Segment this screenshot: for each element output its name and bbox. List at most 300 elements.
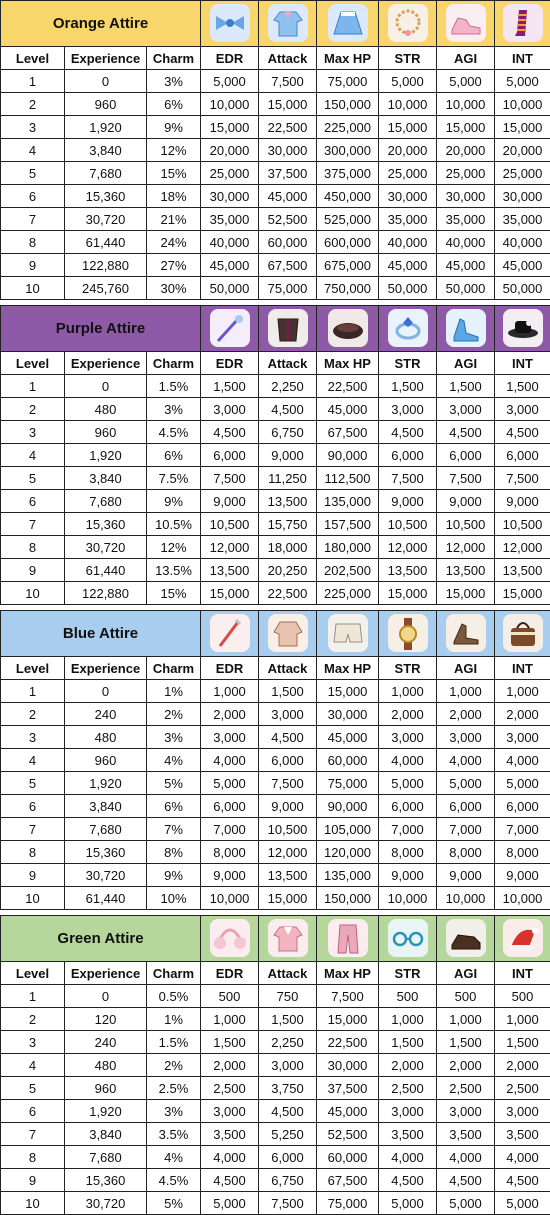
table-row <box>1 490 550 513</box>
cell-edr: 6,000 <box>201 795 259 818</box>
column-header-max-hp: Max HP <box>317 352 379 375</box>
item-icon-cell <box>379 611 437 657</box>
cell-experience: 3,840 <box>65 467 147 490</box>
cell-agi: 50,000 <box>437 277 495 300</box>
cell-max-hp: 67,500 <box>317 421 379 444</box>
cell-attack: 5,250 <box>259 1123 317 1146</box>
bow-ribbon-icon <box>210 4 250 42</box>
cell-int: 5,000 <box>495 1192 550 1215</box>
cell-agi: 15,000 <box>437 582 495 605</box>
cell-charm: 3% <box>147 726 201 749</box>
item-icon-cell <box>437 1 495 47</box>
cell-charm: 3% <box>147 398 201 421</box>
cell-agi: 8,000 <box>437 841 495 864</box>
cell-level: 6 <box>1 795 65 818</box>
cell-experience: 120 <box>65 1008 147 1031</box>
cell-charm: 18% <box>147 185 201 208</box>
cell-max-hp: 225,000 <box>317 582 379 605</box>
cell-agi: 4,500 <box>437 421 495 444</box>
column-header-level: Level <box>1 352 65 375</box>
cell-str: 15,000 <box>379 116 437 139</box>
cell-edr: 5,000 <box>201 70 259 93</box>
cell-level: 1 <box>1 70 65 93</box>
table-row <box>1 703 550 726</box>
cell-experience: 1,920 <box>65 772 147 795</box>
table-row <box>1 1054 550 1077</box>
cell-int: 20,000 <box>495 139 550 162</box>
cell-int: 15,000 <box>495 116 550 139</box>
cell-int: 4,500 <box>495 421 550 444</box>
cell-agi: 2,500 <box>437 1077 495 1100</box>
cell-attack: 2,250 <box>259 1031 317 1054</box>
cell-charm: 7.5% <box>147 467 201 490</box>
pen-wand-icon <box>210 614 250 652</box>
cell-agi: 9,000 <box>437 864 495 887</box>
cell-attack: 20,250 <box>259 559 317 582</box>
cell-attack: 6,000 <box>259 749 317 772</box>
cell-str: 5,000 <box>379 70 437 93</box>
cell-int: 1,000 <box>495 680 550 703</box>
cell-int: 3,000 <box>495 398 550 421</box>
cell-attack: 13,500 <box>259 864 317 887</box>
cell-agi: 500 <box>437 985 495 1008</box>
cell-int: 9,000 <box>495 864 550 887</box>
cell-level: 1 <box>1 375 65 398</box>
cell-charm: 30% <box>147 277 201 300</box>
cell-edr: 7,500 <box>201 467 259 490</box>
cell-agi: 30,000 <box>437 185 495 208</box>
cell-max-hp: 30,000 <box>317 1054 379 1077</box>
cell-edr: 45,000 <box>201 254 259 277</box>
cell-int: 10,000 <box>495 93 550 116</box>
column-header-int: INT <box>495 352 550 375</box>
cell-edr: 500 <box>201 985 259 1008</box>
cell-edr: 7,000 <box>201 818 259 841</box>
cell-max-hp: 60,000 <box>317 1146 379 1169</box>
cell-charm: 4% <box>147 749 201 772</box>
cell-experience: 960 <box>65 93 147 116</box>
table-row <box>1 375 550 398</box>
cell-edr: 15,000 <box>201 582 259 605</box>
table-row <box>1 772 550 795</box>
cell-int: 7,500 <box>495 467 550 490</box>
cell-charm: 7% <box>147 818 201 841</box>
cell-edr: 4,000 <box>201 749 259 772</box>
cell-level: 5 <box>1 1077 65 1100</box>
cell-str: 4,000 <box>379 1146 437 1169</box>
cell-level: 7 <box>1 1123 65 1146</box>
cell-agi: 5,000 <box>437 70 495 93</box>
cell-attack: 11,250 <box>259 467 317 490</box>
cell-experience: 15,360 <box>65 513 147 536</box>
cell-str: 4,000 <box>379 749 437 772</box>
cell-edr: 12,000 <box>201 536 259 559</box>
item-icon-cell <box>379 916 437 962</box>
cell-charm: 1% <box>147 1008 201 1031</box>
cell-int: 45,000 <box>495 254 550 277</box>
cell-attack: 3,750 <box>259 1077 317 1100</box>
cell-int: 8,000 <box>495 841 550 864</box>
cell-max-hp: 112,500 <box>317 467 379 490</box>
cell-max-hp: 22,500 <box>317 375 379 398</box>
cell-edr: 9,000 <box>201 490 259 513</box>
cell-agi: 6,000 <box>437 795 495 818</box>
cell-experience: 122,880 <box>65 254 147 277</box>
cell-int: 5,000 <box>495 70 550 93</box>
cell-edr: 8,000 <box>201 841 259 864</box>
item-icon-cell <box>495 306 550 352</box>
item-icon-cell <box>317 916 379 962</box>
cell-edr: 15,000 <box>201 116 259 139</box>
cell-edr: 50,000 <box>201 277 259 300</box>
column-header-attack: Attack <box>259 962 317 985</box>
cell-agi: 9,000 <box>437 490 495 513</box>
orange-attire-section <box>0 0 550 300</box>
cell-edr: 5,000 <box>201 772 259 795</box>
cell-str: 1,500 <box>379 1031 437 1054</box>
cell-experience: 30,720 <box>65 1192 147 1215</box>
cell-agi: 7,500 <box>437 467 495 490</box>
cell-agi: 10,000 <box>437 93 495 116</box>
column-header-str: STR <box>379 657 437 680</box>
cell-level: 3 <box>1 1031 65 1054</box>
cell-edr: 1,500 <box>201 375 259 398</box>
cell-level: 4 <box>1 444 65 467</box>
cell-str: 500 <box>379 985 437 1008</box>
cell-experience: 1,920 <box>65 444 147 467</box>
cell-edr: 40,000 <box>201 231 259 254</box>
cell-max-hp: 600,000 <box>317 231 379 254</box>
column-header-str: STR <box>379 47 437 70</box>
cell-max-hp: 52,500 <box>317 1123 379 1146</box>
magic-wand-icon <box>210 309 250 347</box>
item-icon-cell <box>495 916 550 962</box>
cell-int: 35,000 <box>495 208 550 231</box>
cell-str: 12,000 <box>379 536 437 559</box>
cell-level: 10 <box>1 887 65 910</box>
cell-agi: 45,000 <box>437 254 495 277</box>
table-row <box>1 749 550 772</box>
column-header-int: INT <box>495 962 550 985</box>
column-header-charm: Charm <box>147 47 201 70</box>
cell-int: 4,000 <box>495 1146 550 1169</box>
cell-experience: 0 <box>65 375 147 398</box>
cell-str: 1,000 <box>379 1008 437 1031</box>
santa-hat-icon <box>503 919 543 957</box>
cell-attack: 1,500 <box>259 680 317 703</box>
table-row <box>1 680 550 703</box>
cell-experience: 30,720 <box>65 536 147 559</box>
cell-max-hp: 45,000 <box>317 1100 379 1123</box>
table-row <box>1 208 550 231</box>
cell-int: 12,000 <box>495 536 550 559</box>
cell-level: 3 <box>1 421 65 444</box>
cell-edr: 10,500 <box>201 513 259 536</box>
cell-level: 5 <box>1 162 65 185</box>
cell-level: 7 <box>1 513 65 536</box>
cell-agi: 1,000 <box>437 680 495 703</box>
cell-attack: 52,500 <box>259 208 317 231</box>
cell-attack: 12,000 <box>259 841 317 864</box>
cell-max-hp: 105,000 <box>317 818 379 841</box>
table-row <box>1 864 550 887</box>
cell-experience: 960 <box>65 421 147 444</box>
cell-attack: 15,000 <box>259 887 317 910</box>
cell-experience: 0 <box>65 985 147 1008</box>
item-icon-cell <box>317 611 379 657</box>
cell-attack: 18,000 <box>259 536 317 559</box>
table-row <box>1 1146 550 1169</box>
earmuffs-icon <box>210 919 250 957</box>
item-icon-cell <box>201 306 259 352</box>
cell-level: 5 <box>1 467 65 490</box>
cell-attack: 750 <box>259 985 317 1008</box>
cell-experience: 0 <box>65 70 147 93</box>
table-row <box>1 726 550 749</box>
bead-necklace-icon <box>388 4 428 42</box>
cell-max-hp: 60,000 <box>317 749 379 772</box>
table-row <box>1 1192 550 1215</box>
column-header-agi: AGI <box>437 352 495 375</box>
cell-attack: 60,000 <box>259 231 317 254</box>
shorts-icon <box>328 614 368 652</box>
cell-charm: 3% <box>147 1100 201 1123</box>
cell-edr: 3,000 <box>201 398 259 421</box>
cell-charm: 1.5% <box>147 375 201 398</box>
table-row <box>1 93 550 116</box>
pink-pants-icon <box>328 919 368 957</box>
column-header-max-hp: Max HP <box>317 657 379 680</box>
cell-experience: 15,360 <box>65 185 147 208</box>
cell-edr: 13,500 <box>201 559 259 582</box>
cell-int: 3,000 <box>495 726 550 749</box>
cell-int: 2,000 <box>495 703 550 726</box>
column-header-experience: Experience <box>65 962 147 985</box>
column-header-agi: AGI <box>437 962 495 985</box>
cell-experience: 240 <box>65 703 147 726</box>
cell-charm: 15% <box>147 162 201 185</box>
cell-int: 3,000 <box>495 1100 550 1123</box>
cell-agi: 3,000 <box>437 1100 495 1123</box>
cell-attack: 6,750 <box>259 421 317 444</box>
cell-agi: 3,000 <box>437 726 495 749</box>
cell-experience: 1,920 <box>65 116 147 139</box>
hat-icon <box>503 309 543 347</box>
cell-agi: 4,000 <box>437 749 495 772</box>
cell-charm: 9% <box>147 116 201 139</box>
cell-str: 10,500 <box>379 513 437 536</box>
cell-charm: 27% <box>147 254 201 277</box>
cell-str: 6,000 <box>379 795 437 818</box>
cell-str: 40,000 <box>379 231 437 254</box>
cell-attack: 15,000 <box>259 93 317 116</box>
table-row <box>1 818 550 841</box>
cell-str: 10,000 <box>379 93 437 116</box>
cell-attack: 4,500 <box>259 398 317 421</box>
cell-str: 10,000 <box>379 887 437 910</box>
cell-experience: 7,680 <box>65 162 147 185</box>
cell-level: 7 <box>1 208 65 231</box>
cell-max-hp: 150,000 <box>317 93 379 116</box>
cell-str: 3,000 <box>379 398 437 421</box>
cell-int: 4,500 <box>495 1169 550 1192</box>
cell-int: 50,000 <box>495 277 550 300</box>
cell-int: 2,000 <box>495 1054 550 1077</box>
cell-charm: 12% <box>147 139 201 162</box>
striped-stockings-icon <box>503 4 543 42</box>
item-icon-cell <box>201 1 259 47</box>
section-title: Blue Attire <box>1 611 201 657</box>
cell-attack: 15,750 <box>259 513 317 536</box>
cell-max-hp: 525,000 <box>317 208 379 231</box>
item-icon-cell <box>495 1 550 47</box>
cell-attack: 3,000 <box>259 1054 317 1077</box>
cell-int: 1,000 <box>495 1008 550 1031</box>
table-row <box>1 231 550 254</box>
item-icon-cell <box>259 306 317 352</box>
cell-max-hp: 75,000 <box>317 1192 379 1215</box>
cell-str: 7,500 <box>379 467 437 490</box>
cell-str: 7,000 <box>379 818 437 841</box>
cell-str: 8,000 <box>379 841 437 864</box>
cell-max-hp: 67,500 <box>317 1169 379 1192</box>
gem-ring-icon <box>388 309 428 347</box>
cell-level: 4 <box>1 1054 65 1077</box>
loafers-icon <box>446 919 486 957</box>
cell-charm: 0.5% <box>147 985 201 1008</box>
column-header-level: Level <box>1 47 65 70</box>
column-header-max-hp: Max HP <box>317 962 379 985</box>
cell-experience: 3,840 <box>65 139 147 162</box>
blue-attire-table <box>0 610 550 910</box>
cell-max-hp: 450,000 <box>317 185 379 208</box>
cell-agi: 5,000 <box>437 1192 495 1215</box>
cell-max-hp: 45,000 <box>317 398 379 421</box>
cell-str: 9,000 <box>379 490 437 513</box>
column-header-attack: Attack <box>259 47 317 70</box>
cell-int: 6,000 <box>495 444 550 467</box>
cell-level: 4 <box>1 139 65 162</box>
cell-charm: 5% <box>147 772 201 795</box>
blue-attire-section <box>0 610 550 910</box>
cell-agi: 1,500 <box>437 375 495 398</box>
cell-int: 1,500 <box>495 1031 550 1054</box>
cell-experience: 61,440 <box>65 887 147 910</box>
cell-max-hp: 37,500 <box>317 1077 379 1100</box>
crystal-heels-icon <box>446 309 486 347</box>
cell-edr: 35,000 <box>201 208 259 231</box>
green-attire-table <box>0 915 550 1215</box>
cell-str: 1,000 <box>379 680 437 703</box>
item-icon-cell <box>259 1 317 47</box>
cell-max-hp: 45,000 <box>317 726 379 749</box>
table-row <box>1 185 550 208</box>
cell-charm: 6% <box>147 93 201 116</box>
cell-edr: 10,000 <box>201 887 259 910</box>
skirt-icon <box>328 4 368 42</box>
cell-int: 7,000 <box>495 818 550 841</box>
cell-max-hp: 150,000 <box>317 887 379 910</box>
cell-level: 4 <box>1 749 65 772</box>
column-header-edr: EDR <box>201 657 259 680</box>
cell-attack: 10,500 <box>259 818 317 841</box>
cell-level: 7 <box>1 818 65 841</box>
cell-int: 15,000 <box>495 582 550 605</box>
corset-top-icon <box>268 309 308 347</box>
cell-experience: 61,440 <box>65 559 147 582</box>
cell-edr: 1,000 <box>201 1008 259 1031</box>
cell-max-hp: 225,000 <box>317 116 379 139</box>
cell-level: 8 <box>1 1146 65 1169</box>
cell-attack: 22,500 <box>259 582 317 605</box>
column-header-agi: AGI <box>437 47 495 70</box>
column-header-charm: Charm <box>147 657 201 680</box>
cell-agi: 2,000 <box>437 703 495 726</box>
cell-str: 5,000 <box>379 1192 437 1215</box>
cell-charm: 5% <box>147 1192 201 1215</box>
cell-edr: 2,000 <box>201 1054 259 1077</box>
dark-skirt-icon <box>328 309 368 347</box>
cell-attack: 1,500 <box>259 1008 317 1031</box>
section-title: Purple Attire <box>1 306 201 352</box>
table-row <box>1 887 550 910</box>
cell-str: 25,000 <box>379 162 437 185</box>
cell-attack: 7,500 <box>259 1192 317 1215</box>
column-header-charm: Charm <box>147 352 201 375</box>
cell-charm: 4% <box>147 1146 201 1169</box>
cell-attack: 4,500 <box>259 1100 317 1123</box>
cell-level: 2 <box>1 1008 65 1031</box>
cell-level: 6 <box>1 1100 65 1123</box>
cell-int: 13,500 <box>495 559 550 582</box>
cell-level: 9 <box>1 1169 65 1192</box>
cell-str: 5,000 <box>379 772 437 795</box>
cell-edr: 10,000 <box>201 93 259 116</box>
cell-max-hp: 750,000 <box>317 277 379 300</box>
purple-attire-section <box>0 305 550 605</box>
cell-agi: 25,000 <box>437 162 495 185</box>
cell-agi: 1,000 <box>437 1008 495 1031</box>
column-header-int: INT <box>495 657 550 680</box>
table-row <box>1 467 550 490</box>
cell-level: 10 <box>1 1192 65 1215</box>
cell-agi: 4,500 <box>437 1169 495 1192</box>
cell-experience: 3,840 <box>65 1123 147 1146</box>
cell-edr: 20,000 <box>201 139 259 162</box>
cell-edr: 1,500 <box>201 1031 259 1054</box>
cell-charm: 3% <box>147 70 201 93</box>
cell-experience: 7,680 <box>65 1146 147 1169</box>
cell-str: 3,500 <box>379 1123 437 1146</box>
jacket-icon <box>268 614 308 652</box>
cell-max-hp: 157,500 <box>317 513 379 536</box>
cell-experience: 240 <box>65 1031 147 1054</box>
table-row <box>1 139 550 162</box>
cell-experience: 122,880 <box>65 582 147 605</box>
cell-experience: 30,720 <box>65 208 147 231</box>
cell-experience: 30,720 <box>65 864 147 887</box>
cell-level: 8 <box>1 231 65 254</box>
cell-level: 10 <box>1 582 65 605</box>
handbag-icon <box>503 614 543 652</box>
cell-charm: 3.5% <box>147 1123 201 1146</box>
table-row <box>1 985 550 1008</box>
cell-str: 50,000 <box>379 277 437 300</box>
table-row <box>1 421 550 444</box>
cell-experience: 0 <box>65 680 147 703</box>
cell-max-hp: 135,000 <box>317 864 379 887</box>
item-icon-cell <box>259 916 317 962</box>
